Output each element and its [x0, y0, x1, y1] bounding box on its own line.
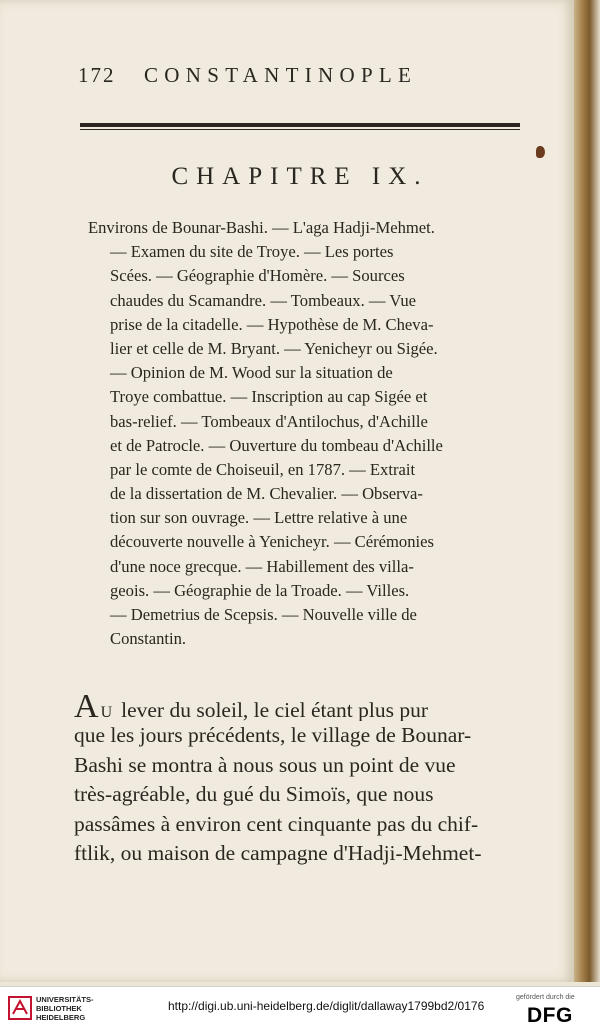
chapter-summary: [88, 216, 506, 651]
body-line-first: [74, 692, 518, 721]
summary-line: et de Patrocle. — Ouverture du tombeau d'Achille: [110, 435, 443, 455]
page-edge: [574, 0, 600, 982]
body-line: très-agréable, du gué du Simoïs, que nous: [74, 782, 434, 807]
summary-line: Constantin.: [110, 629, 187, 649]
summary-line: d'une noce grecque. — Habillement des villa-: [110, 556, 414, 576]
running-title: CONSTANTINOPLE: [144, 63, 418, 87]
summary-line: de la dissertation de M. Chevalier. — Observa-: [110, 484, 423, 504]
summary-line: — Opinion de M. Wood sur la situation de: [110, 363, 393, 383]
summary-line: — Demetrius de Scepsis. — Nouvelle ville de: [110, 605, 417, 624]
body-paragraph: [74, 692, 518, 868]
summary-line: Environs de Bounar-Bashi. — L'aga Hadji-Mehmet.: [88, 218, 435, 237]
dfg-logo: DFG: [527, 1004, 573, 1027]
summary-line: par le comte de Choiseuil, en 1787. — Extrait: [110, 459, 416, 479]
body-line: ftlik, ou maison de campagne d'Hadji-Mehmet-: [74, 840, 482, 865]
page-number: 172: [78, 63, 116, 87]
first-line-text: lever du soleil, le ciel étant plus pur: [121, 698, 429, 722]
summary-line: Scées. — Géographie d'Homère. — Sources: [110, 266, 405, 286]
body-line: que les jours précédents, le village de Bounar-: [74, 723, 472, 748]
summary-line: geois. — Géographie de la Troade. — Villes.: [110, 580, 410, 600]
summary-line: bas-relief. — Tombeaux d'Antilochus, d'Achille: [110, 411, 428, 431]
body-line: passâmes à environ cent cinquante pas du chif-: [74, 811, 479, 836]
body-line: Bashi se montra à nous sous un point de vue: [74, 752, 456, 777]
header-rule-thick: [80, 123, 520, 127]
small-cap: U: [100, 704, 114, 721]
chapter-title: CHAPITRE IX.: [171, 163, 429, 190]
summary-line: lier et celle de M. Bryant. — Yenicheyr ou Sigée.: [110, 338, 438, 358]
summary-line: prise de la citadelle. — Hypothèse de M. Cheva-: [110, 314, 434, 334]
university-library-logo-icon: [8, 996, 32, 1020]
sponsor-label: gefördert durch die: [516, 994, 575, 1001]
viewer-footer: [0, 986, 600, 1033]
ink-stain: [536, 146, 545, 158]
summary-line: Troye combattue. — Inscription au cap Sigée et: [110, 387, 428, 407]
running-header: [78, 60, 518, 90]
summary-line: tion sur son ouvrage. — Lettre relative à une: [110, 508, 408, 528]
drop-cap: A: [74, 692, 101, 722]
header-rule-thin: [80, 129, 520, 130]
summary-line: découverte nouvelle à Yenicheyr. — Cérémonies: [110, 532, 434, 552]
summary-line: — Examen du site de Troye. — Les portes: [110, 242, 394, 262]
summary-line: chaudes du Scamandre. — Tombeaux. — Vue: [110, 290, 416, 310]
library-name: UNIVERSITÄTS- BIBLIOTHEK HEIDELBERG: [36, 995, 94, 1022]
permalink-url[interactable]: http://digi.ub.uni-heidelberg.de/diglit/dallaway1799bd2/0176: [168, 999, 485, 1013]
